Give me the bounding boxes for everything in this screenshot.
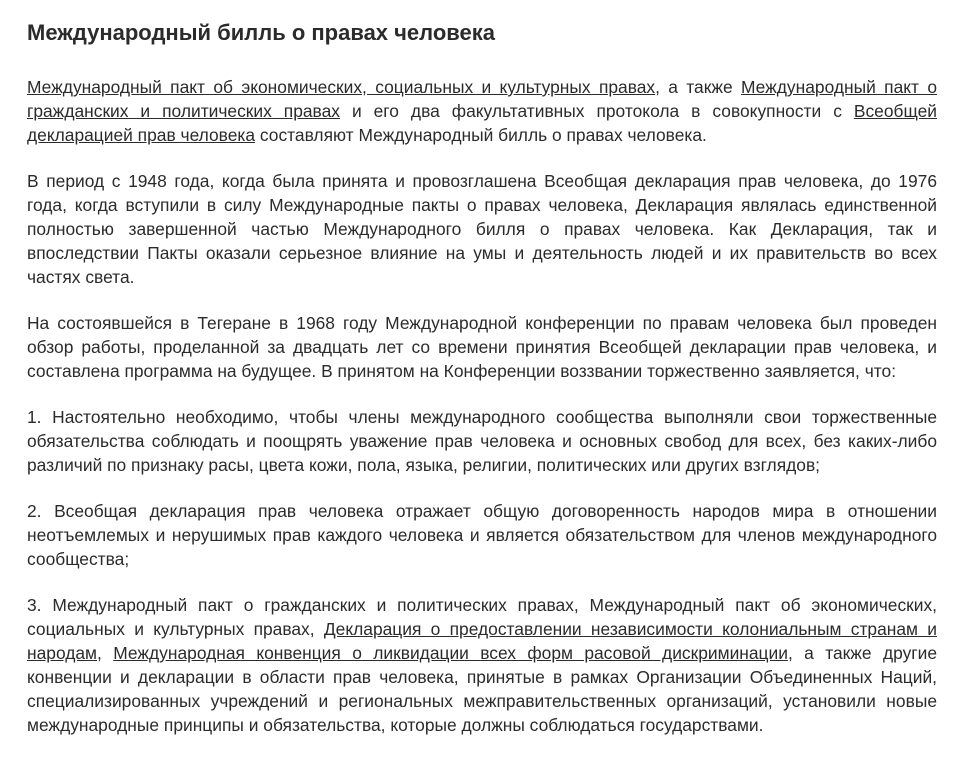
paragraph-intro-text-3: составляют Международный билль о правах человека.: [255, 125, 707, 145]
paragraph-intro-text-2: и его два факультативных протокола в совокупности с: [339, 101, 854, 121]
link-declaration-colonial-independence[interactable]: Декларация о предоставлении независимости колониальным странам и народам: [27, 619, 937, 663]
paragraph-item-2: 2. Всеобщая декларация прав человека отражает общую договоренность народов мира в отношении неотъемлемых и нерушимых прав каждого человека и является обязательством для членов международного сообщества;: [27, 501, 937, 569]
paragraph-intro: [27, 75, 937, 147]
paragraph-history: В период с 1948 года, когда была принята и провозглашена Всеобщая декларация прав человека, до 1976 года, когда вступили в силу Международные пакты о правах человека, Декларация являлась единственной полностью завершенной частью Международного билля о правах человека. Как Декларация, так и впоследствии Пакты оказали серьезное влияние на умы и деятельность людей и их правительств во всех частях света.: [27, 171, 937, 287]
page-title: Международный билль о правах человека: [27, 20, 496, 45]
paragraph-intro-text-1: , а также: [655, 77, 741, 97]
link-covenant-civil-rights[interactable]: Международный пакт о гражданских и политических правах: [27, 77, 938, 121]
paragraph-item-3: [27, 593, 937, 737]
link-covenant-economic-rights[interactable]: Международный пакт об экономических, социальных и культурных правах: [27, 77, 656, 97]
paragraph-item-3-text-1: 3. Международный пакт о гражданских и политических правах, Международный пакт об экономических, социальных и культурных правах,: [27, 595, 937, 639]
paragraph-item-1: 1. Настоятельно необходимо, чтобы члены международного сообщества выполняли свои торжественные обязательства соблюдать и поощрять уважение прав человека и основных свобод для всех, без каких-либо различий по признаку расы, цвета кожи, пола, языка, религии, политических или других взглядов;: [27, 407, 937, 475]
paragraph-item-3-text-3: , а также другие конвенции и декларации в области прав человека, принятые в рамках Организации Объединенных Наций, специализированных учреждений и региональных межправительственных организаций, установили новые международные принципы и обязательства, которые должны соблюдаться государствами.: [27, 643, 937, 735]
paragraph-tehran-conference: На состоявшейся в Тегеране в 1968 году Международной конференции по правам человека был проведен обзор работы, проделанной за двадцать лет со времени принятия Всеобщей декларации прав человека, и составлена программа на будущее. В принятом на Конференции воззвании торжественно заявляется, что:: [27, 313, 937, 381]
paragraph-item-3-text-2: ,: [97, 643, 114, 663]
link-convention-racial-discrimination[interactable]: Международная конвенция о ликвидации всех форм расовой дискриминации: [113, 643, 788, 663]
link-universal-declaration[interactable]: Всеобщей декларацией прав человека: [27, 101, 937, 145]
